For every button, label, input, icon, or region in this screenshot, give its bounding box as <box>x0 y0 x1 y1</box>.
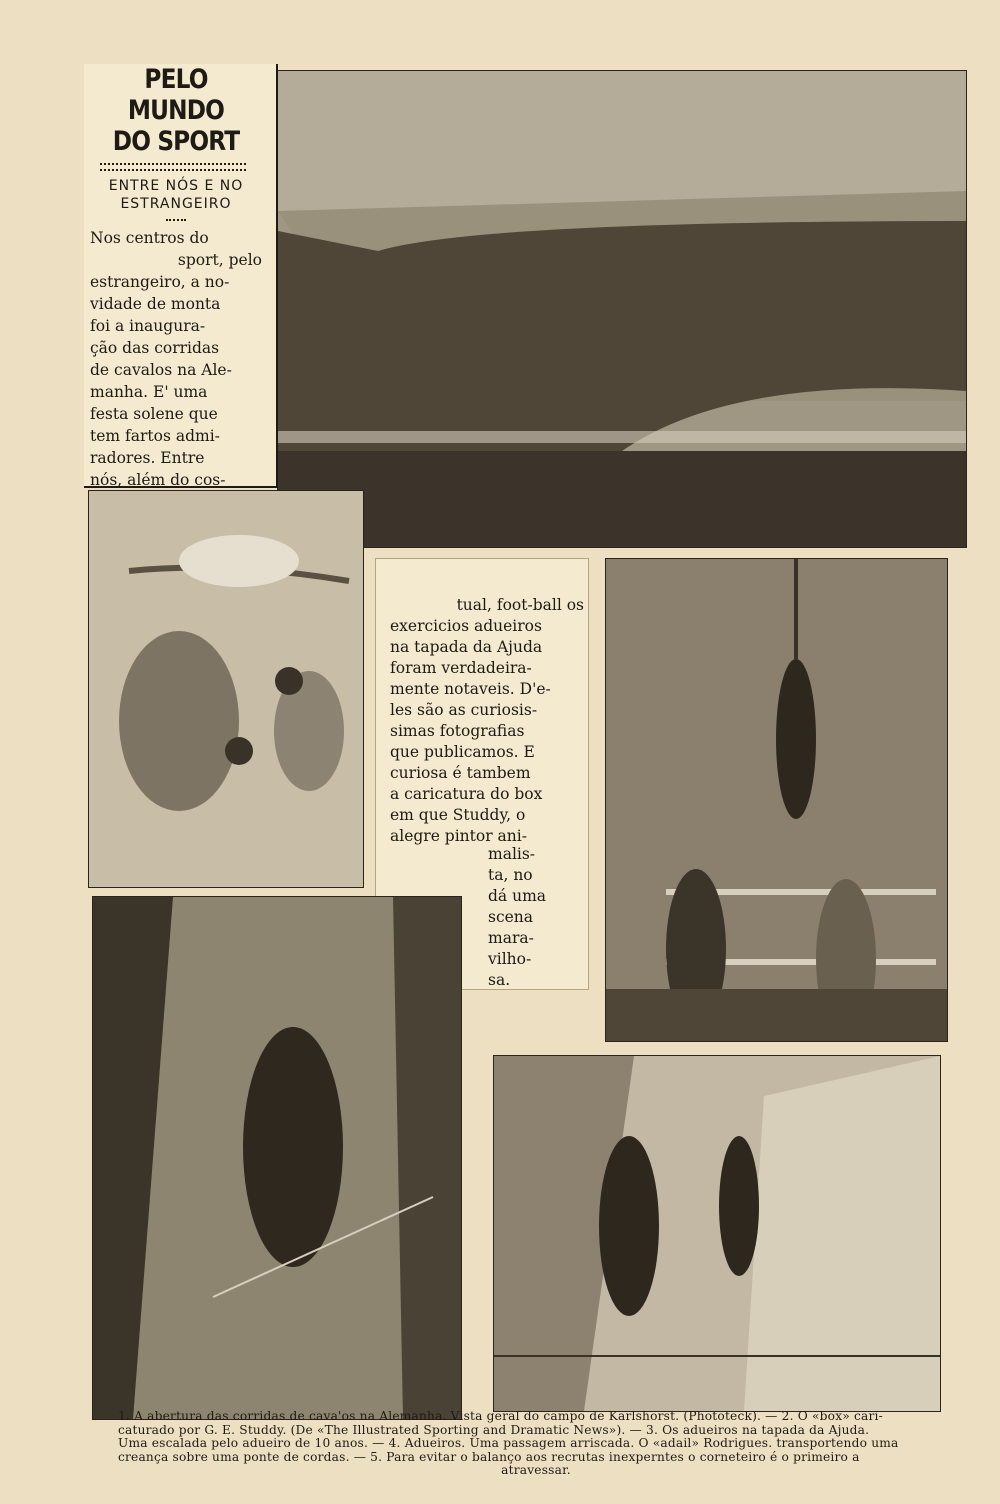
boxing-caricature-image <box>88 490 364 888</box>
article-line: manha. E' uma <box>90 383 208 401</box>
caption-line: Uma escalada pelo adueiro de 10 anos. — 4. Adueiros. Uma passagem arriscada. O «adail» Rodrigues. transportendo uma <box>118 1436 899 1450</box>
article-line: a caricatura do box <box>390 785 543 803</box>
subtitle-line-2: ESTRANGEIRO <box>120 196 232 212</box>
article-line: Nos centros do <box>90 229 209 247</box>
caption-line: creança sobre uma ponte de cordas. — 5. Para evitar o balanço aos recrutas inexperntes o corneteiro é o primeiro a <box>118 1449 860 1464</box>
article-line: em que Studdy, o <box>390 806 526 824</box>
title-line-1: PELO MUNDO <box>127 64 225 126</box>
article-line: de cavalos na Ale- <box>90 361 232 379</box>
article-line: mente notaveis. D'e- <box>390 680 551 698</box>
article-line: na tapada da Ajuda <box>390 638 543 656</box>
article-line: curiosa é tambem <box>390 764 531 782</box>
title-rule <box>100 163 246 171</box>
article-line: simas fotografias <box>390 722 525 740</box>
masthead-box <box>84 64 278 488</box>
article-line: que publicamos. E <box>390 743 535 761</box>
title-line-2: DO SPORT <box>112 126 240 157</box>
subtitle-line-1: ENTRE NÓS E NO <box>108 178 244 194</box>
article-line: malis- <box>488 845 536 863</box>
article-line: dá uma <box>488 887 547 905</box>
article-line: tual, foot-ball os <box>456 596 584 614</box>
article-line: alegre pintor ani- <box>390 827 527 845</box>
article-line: les são as curiosis- <box>390 701 538 719</box>
article-line: festa solene que <box>90 405 218 423</box>
racecourse-photo <box>277 70 967 548</box>
article-line: foram verdadeira- <box>390 659 532 677</box>
caption-line: atravessar. <box>501 1463 571 1477</box>
article-line: exercicios adueiros <box>390 617 542 635</box>
climbing-scouts-photo <box>605 558 948 1042</box>
article-line: foi a inaugura- <box>90 317 206 335</box>
article-line: mara- <box>488 929 534 947</box>
caption-line: caturado por G. E. Studdy. (De «The Illustrated Sporting and Dramatic News»). — 3. Os adueiros na tapada da Ajuda. <box>118 1422 870 1437</box>
article-line: tem fartos admi- <box>90 427 220 445</box>
article-line: sa. <box>488 971 511 989</box>
article-column-1 <box>90 227 262 513</box>
caption-line: 1. A abertura das corridas de cava'os na Alemanha. Vista geral do campo de Karlshorst. (Phototeck). — 2. O «box» cari- <box>118 1409 883 1423</box>
rope-crossing-photo <box>493 1055 941 1412</box>
article-line: estrangeiro, a no- <box>90 273 230 291</box>
article-line: vidade de monta <box>90 295 221 313</box>
article-column-2-tail <box>488 844 558 991</box>
article-line: sport, pelo <box>177 251 262 269</box>
article-line: ta, no <box>488 866 533 884</box>
article-line: radores. Entre <box>90 449 205 467</box>
article-line: nós, além do cos- <box>90 471 226 489</box>
article-line: ção das corridas <box>90 339 220 357</box>
subtitle-rule <box>166 219 186 221</box>
rope-bridge-photo <box>92 896 462 1420</box>
photo-caption <box>118 1410 954 1478</box>
article-line: scena <box>488 908 534 926</box>
article-line: vilho- <box>488 950 532 968</box>
